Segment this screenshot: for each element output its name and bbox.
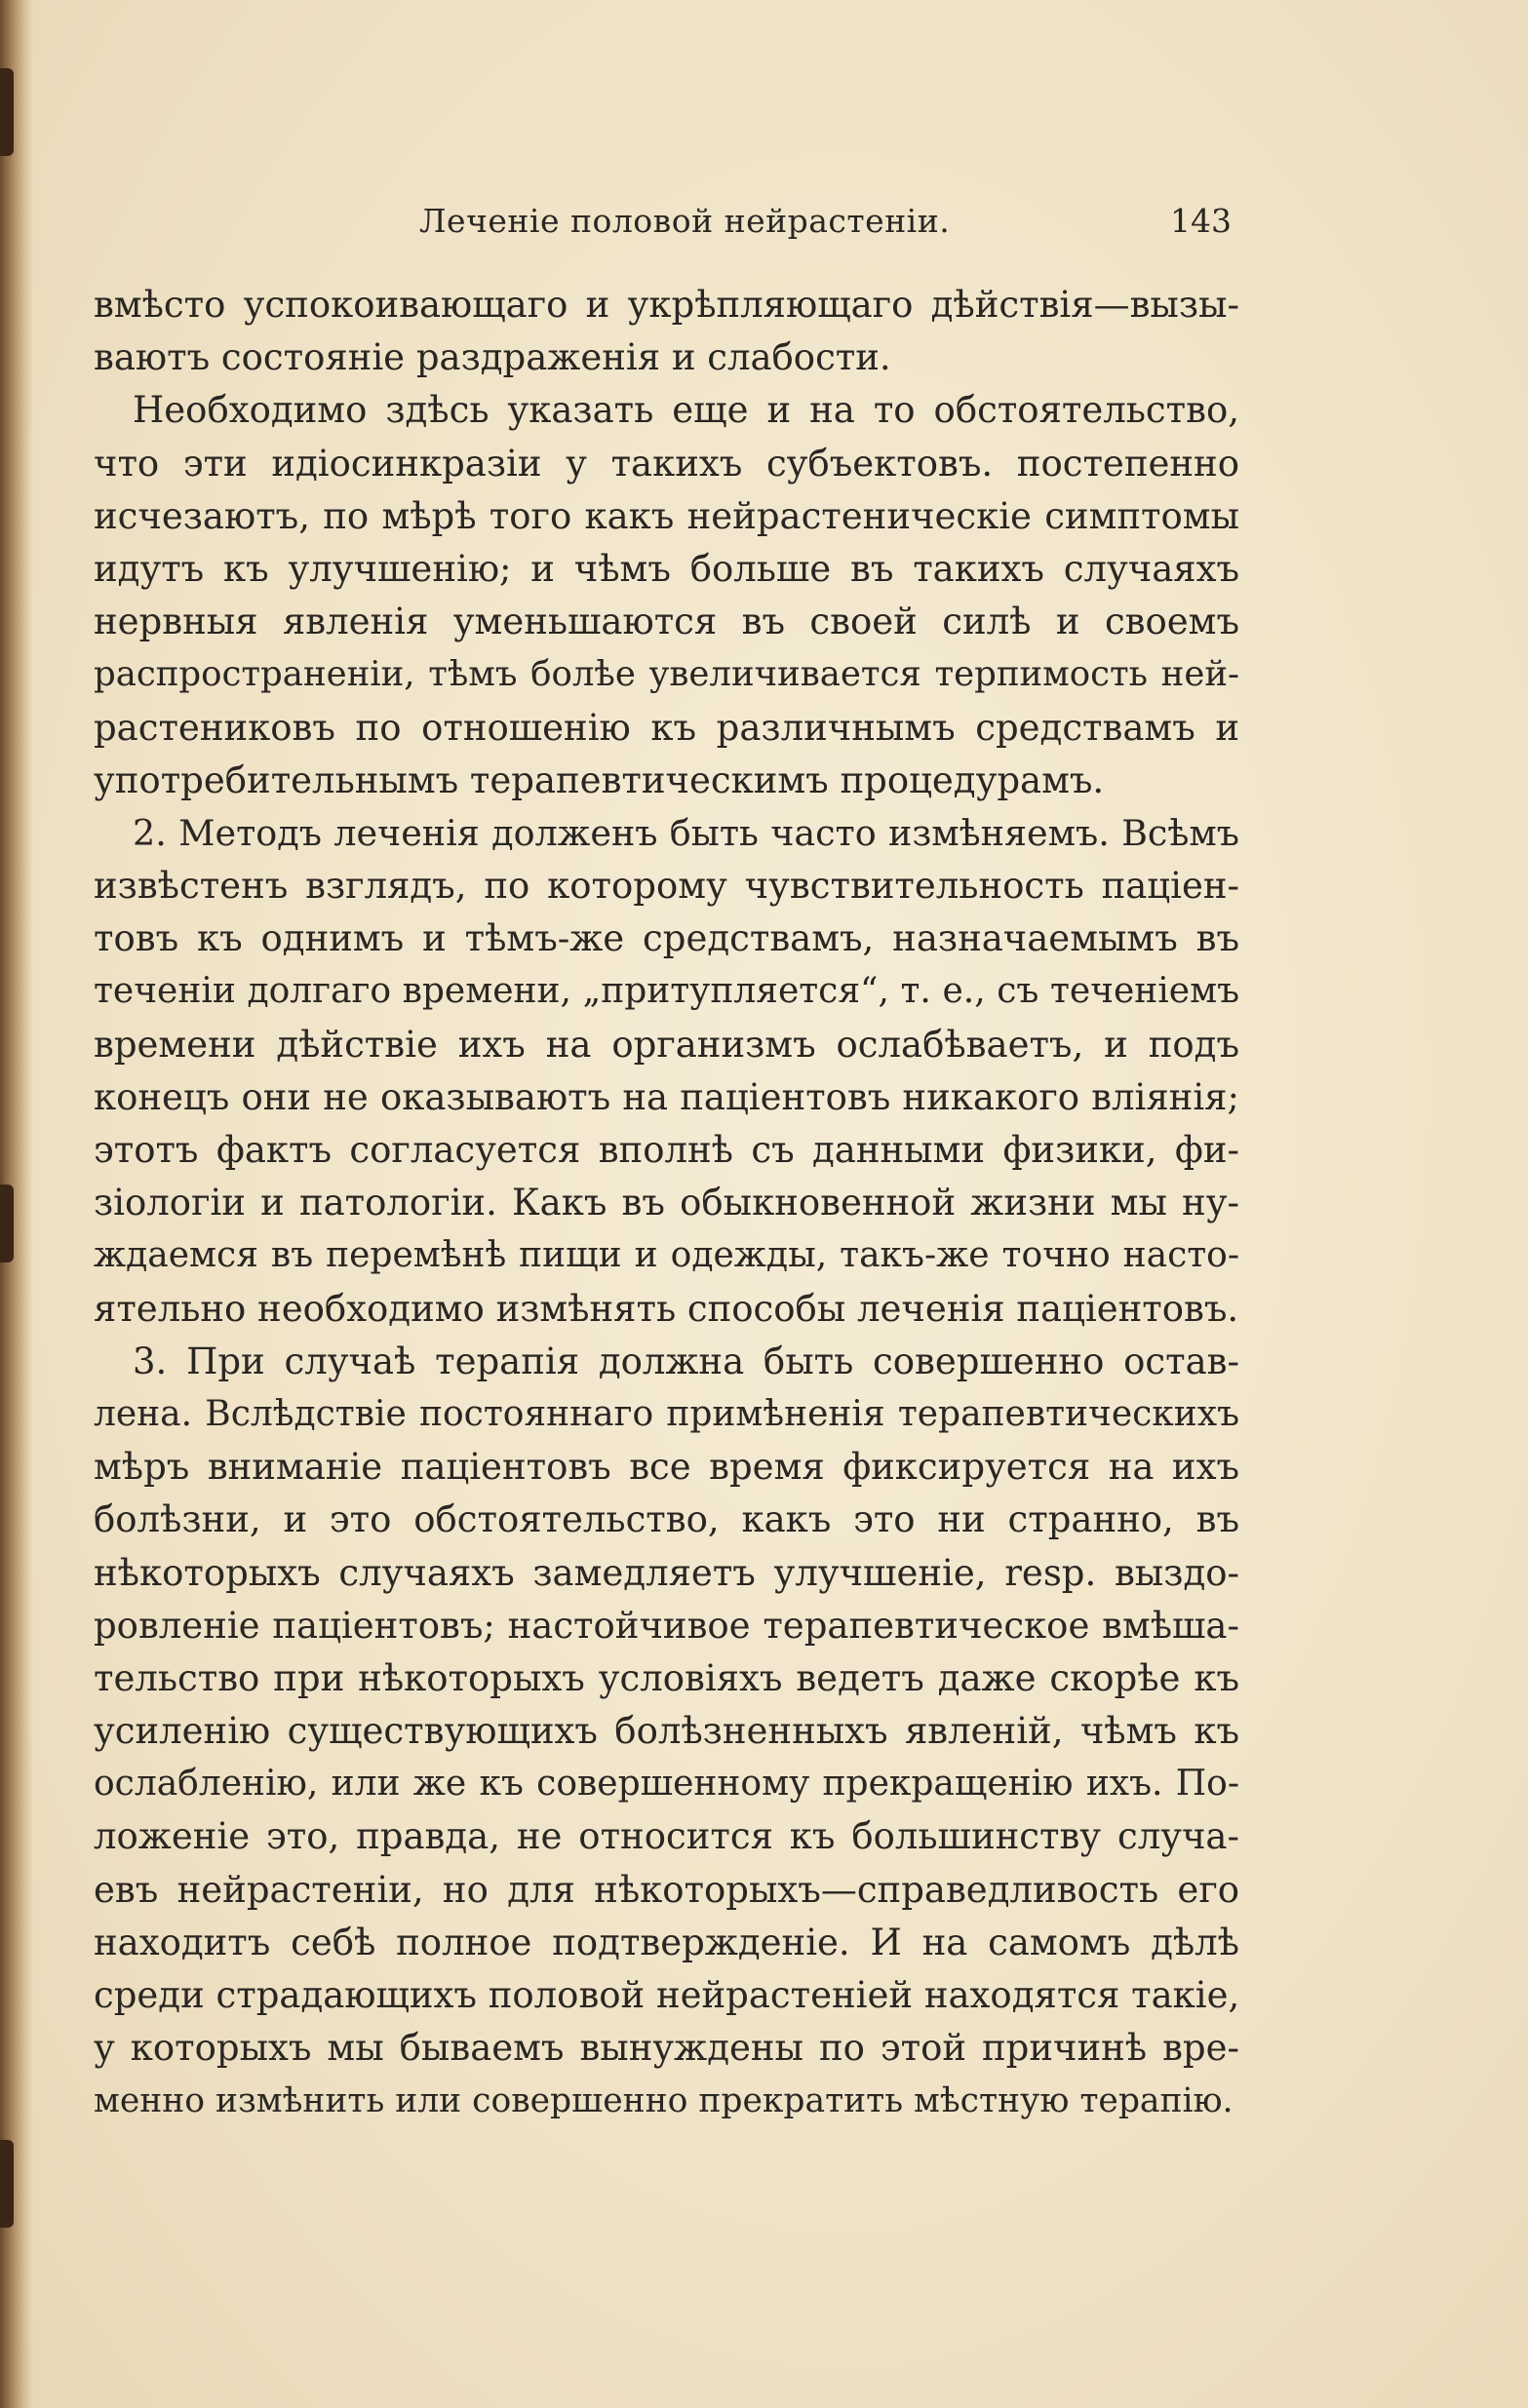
- text-line: ложеніе это, правда, не относится къ большинству случа-: [94, 1815, 1239, 1858]
- binding-mark: [0, 1185, 14, 1262]
- text-line: идутъ къ улучшенію; и чѣмъ больше въ такихъ случаяхъ: [94, 547, 1239, 590]
- text-line: этотъ фактъ согласуется вполнѣ съ данными физики, фи-: [94, 1129, 1239, 1171]
- text-line: тельство при нѣкоторыхъ условіяхъ ведетъ даже скорѣе къ: [94, 1656, 1239, 1699]
- text-line: теченіи долгаго времени, „притупляется“, т. е., съ теченіемъ: [94, 971, 1239, 1012]
- text-line: 3. При случаѣ терапія должна быть совершенно остав-: [133, 1340, 1239, 1382]
- text-line: евъ нейрастеніи, но для нѣкоторыхъ—справедливость его: [94, 1868, 1239, 1911]
- text-line: ослабленію, или же къ совершенному прекращенію ихъ. По-: [94, 1764, 1239, 1805]
- text-line: распространеніи, тѣмъ болѣе увеличивается терпимость ней-: [94, 654, 1239, 695]
- text-line: извѣстенъ взглядъ, по которому чувствительность паціен-: [94, 865, 1239, 908]
- text-line: употребительнымъ терапевтическимъ процедурамъ.: [94, 758, 1105, 801]
- text-line: вмѣсто успокоивающаго и укрѣпляющаго дѣйствія—вызы-: [94, 284, 1239, 326]
- text-line: среди страдающихъ половой нейрастеніей находятся такіе,: [94, 1974, 1239, 2016]
- text-line: усиленію существующихъ болѣзненныхъ явленій, чѣмъ къ: [94, 1710, 1239, 1753]
- binding-mark: [0, 68, 14, 156]
- text-line: лена. Вслѣдствіе постояннаго примѣненія терапевтическихъ: [94, 1393, 1239, 1434]
- text-line: ровленіе паціентовъ; настойчивое терапевтическое вмѣша-: [94, 1604, 1239, 1647]
- text-line: ятельно необходимо измѣнять способы леченія паціентовъ.: [94, 1287, 1239, 1330]
- text-line: Необходимо здѣсь указать еще и на то обстоятельство,: [133, 389, 1239, 432]
- text-line: нервныя явленія уменьшаются въ своей силѣ и своемъ: [94, 601, 1239, 643]
- text-line: что эти идіосинкразіи у такихъ субъектовъ. постепенно: [94, 442, 1239, 485]
- text-line: нѣкоторыхъ случаяхъ замедляетъ улучшеніе, resp. выздо-: [94, 1551, 1239, 1594]
- binding-mark: [0, 2140, 14, 2228]
- page-number: 143: [1170, 202, 1232, 240]
- text-line: товъ къ однимъ и тѣмъ-же средствамъ, назначаемымъ въ: [94, 917, 1239, 960]
- text-line: исчезаютъ, по мѣрѣ того какъ нейрастеническіе симптомы: [94, 494, 1239, 537]
- text-line: времени дѣйствіе ихъ на организмъ ослабѣваетъ, и подъ: [94, 1023, 1239, 1066]
- text-line: болѣзни, и это обстоятельство, какъ это ни странно, въ: [94, 1498, 1239, 1541]
- text-line: менно измѣнить или совершенно прекратить мѣстную терапію.: [94, 2081, 1234, 2121]
- text-line: зіологіи и патологіи. Какъ въ обыкновенной жизни мы ну-: [94, 1182, 1239, 1224]
- running-title: Леченіе половой нейрастеніи.: [419, 202, 951, 240]
- text-line: ваютъ состояніе раздраженія и слабости.: [94, 336, 891, 379]
- text-line: конецъ они не оказываютъ на паціентовъ никакого вліянія;: [94, 1075, 1239, 1118]
- text-line: мѣръ вниманіе паціентовъ все время фиксируется на ихъ: [94, 1446, 1239, 1489]
- text-line: растениковъ по отношенію къ различнымъ средствамъ и: [94, 706, 1239, 749]
- body-text: [94, 279, 1239, 2128]
- text-line: у которыхъ мы бываемъ вынуждены по этой причинѣ вре-: [94, 2027, 1239, 2070]
- text-line: 2. Методъ леченія долженъ быть часто измѣняемъ. Всѣмъ: [133, 811, 1239, 854]
- text-line: ждаемся въ перемѣнѣ пищи и одежды, такъ-же точно насто-: [94, 1235, 1239, 1276]
- page-binding-edge: [0, 0, 33, 2408]
- text-line: находитъ себѣ полное подтвержденіе. И на самомъ дѣлѣ: [94, 1921, 1239, 1963]
- running-head: [0, 202, 1528, 251]
